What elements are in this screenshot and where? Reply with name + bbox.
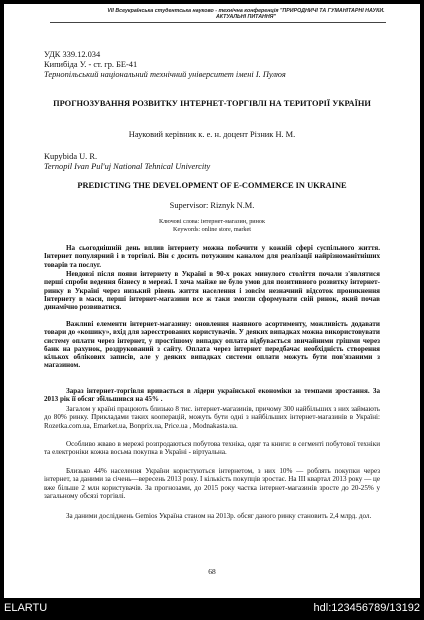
repository-footer-bar bbox=[0, 598, 424, 620]
paragraph-7: Близько 44% населення України користуються інтернетом, з них 10% — роблять покупки через інтернет, за даними за січень—вересень 2013 року. І кількість покупців зростає. На III квартал 2013 року — це вже більше 2 млн користувачів. За прогнозами, до 2015 року частка інтернет-магазинів зросте до 20-25% у загальному обсязі торгівлі. bbox=[44, 467, 380, 500]
affiliation-en: Ternopil Ivan Pul'uj National Tehnical Univercity bbox=[44, 162, 211, 171]
paragraph-4: Зараз інтернет-торгівля вривається в лідери української економіки за темпами зростання. За 2013 рік її обсяг збільшився на 45% . bbox=[44, 387, 380, 404]
author-en: Kupybida U. R. bbox=[44, 152, 98, 161]
paragraph-2: Невдовзі після появи інтернету в Україні в 90-х роках минулого століття почали з'являтися перші спроби ведення бізнесу в мережі. І хоча майже не було умов для позитивного розвитку інтернет-ринку в Україні через низький рівень життя населення і зовсім незначний відсоток проникнення Інтернету в маси, перші інтернет-магазини все ж таки змогли сформувати свій ринок, який почав динамічно розвиватися. bbox=[44, 270, 380, 312]
repository-name: ELARTU bbox=[4, 602, 48, 614]
title-en: PREDICTING THE DEVELOPMENT OF E-COMMERCE IN UKRAINE bbox=[77, 181, 347, 190]
paragraph-6: Особливо жваво в мережі розпродаються побутова техніка, одяг та книги: в сегменті побутової техніки та електроніки кожна восьма покупка в Україні - віртуальна. bbox=[44, 440, 380, 457]
keywords-ua: Ключові слова: інтернет-магазин, ринок bbox=[158, 218, 266, 225]
handle-identifier: hdl:123456789/13192 bbox=[313, 602, 420, 614]
header-rule bbox=[50, 22, 386, 23]
title-ua: ПРОГНОЗУВАННЯ РОЗВИТКУ ІНТЕРНЕТ-ТОРГІВЛІ НА ТЕРИТОРІЇ УКРАЇНИ bbox=[53, 99, 371, 108]
keywords-en: Keywords: online store, market bbox=[172, 226, 251, 233]
paragraph-1: На сьогоднішній день вплив інтернету можна побачити у кожній сфері суспільного життя. Інтернет популярний і в торгівлі. Він є досить потужним каналом для реалізації найрізноманітніших товарів та послуг. bbox=[44, 244, 380, 269]
conference-header: VII Всеукраїнська студентська науково - технічна конференція "ПРИРОДНИЧІ ТА ГУМАНІТАРНІ НАУКИ. АКТУАЛЬНІ ПИТАННЯ" bbox=[107, 8, 385, 20]
supervisor-en: Supervisor: Riznyk N.M. bbox=[169, 201, 255, 210]
paragraph-5: Загалом у країні працюють близько 8 тис. інтернет-магазинів, причому 300 найбільших з них займають до 80% ринку. Прикладами таких кооперацій, можуть бути одні з найбільших інтернет-магазинів в Україні: Rozetka.com.ua, Emarket.ua, Bonprix.ua, Price.ua , Modnakasta.ua. bbox=[44, 405, 380, 430]
author-ua: Кипибіда У. - ст. гр. БЕ-41 bbox=[44, 60, 138, 69]
paragraph-3: Важливі елементи інтернет-магазину: оновлення наявного асортименту, можливість додавати товари до «кошику», вхід для зареєстрованих користувачів. У деяких випадках можна використовувати систему оплати через інтернет, у простішому випадку оплата відбувається звичайними грішми через банк на рахунок, роздрукований з сайту. Оплата через інтернет передбачає необхідність створення кількох облікових записів, але у деяких випадках системи оплати можуть бути пов'язаними з магазином. bbox=[44, 320, 380, 370]
affiliation-ua: Тернопільський національний технічний університет імені І. Пулюя bbox=[44, 70, 286, 79]
supervisor-ua: Науковий керівник к. е. н. доцент Різник Н. М. bbox=[128, 130, 296, 139]
document-page bbox=[4, 4, 420, 598]
udc-code: УДК 339.12.034 bbox=[44, 50, 101, 59]
paragraph-8: За даними досліджень Gemios Україна станом на 2013р. обсяг даного ринку становить 2,4 млрд. дол. bbox=[66, 512, 372, 520]
page-number: 68 bbox=[208, 567, 216, 576]
